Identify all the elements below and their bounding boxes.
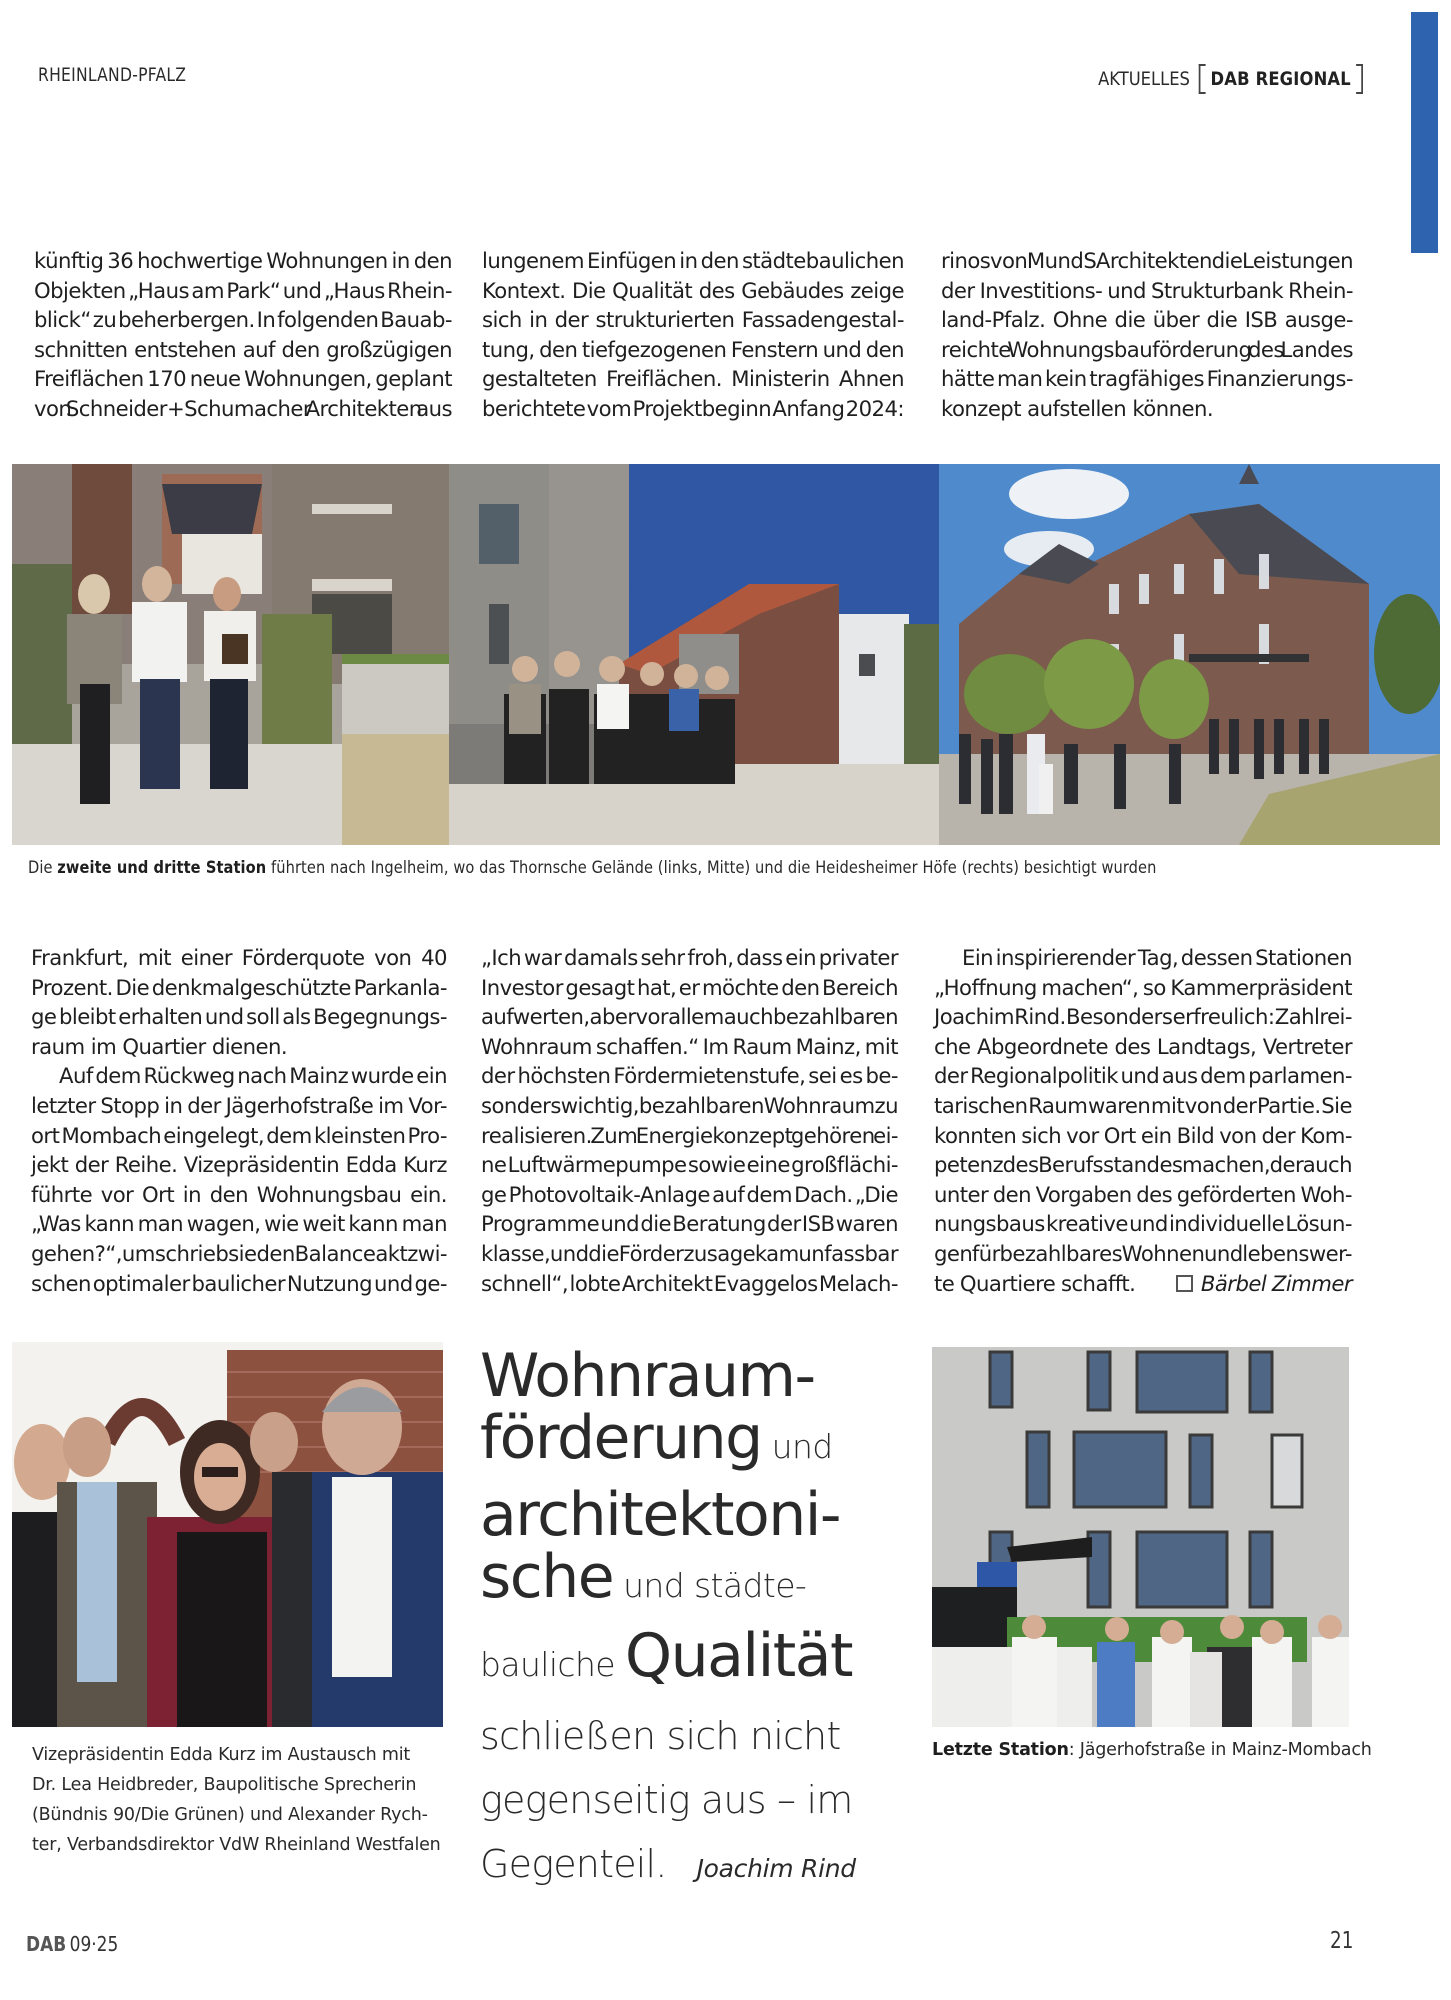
text-line: „Ich war damals sehr froh, dass ein privater [481, 945, 898, 970]
text-line: von Schneider+Schumacher Architekten aus [34, 395, 452, 421]
text-line: konnten sich vor Ort ein Bild von der Kom- [934, 1122, 1352, 1148]
caption-text: führten nach Ingelheim, wo das Thornsche Gelände (links, Mitte) und die Heidesheimer Höfe (rechts) besichtigt wurden [266, 858, 1157, 878]
text-line: „Was kann man wagen, wie weit kann man [31, 1211, 447, 1237]
text-line: land-Pfalz. Ohne die über die ISB ausge- [941, 307, 1353, 333]
middle-column-2 [481, 943, 898, 1298]
caption-line: (Bündnis 90/Die Grünen) und Alexander Rych- [32, 1805, 428, 1825]
text-line: der Regionalpolitik und aus dem parlamen- [934, 1063, 1352, 1089]
text-line: blick“ zu beherbergen. In folgenden Bauab- [34, 307, 452, 333]
photo-edda-kurz-exchange [12, 1342, 443, 1727]
text-line: ne Luftwärmepumpe sowie eine großflächi- [481, 1152, 898, 1178]
quote-line: Wohnraum- [480, 1341, 815, 1411]
caption-text: Die [28, 858, 58, 878]
section-region-label: RHEINLAND-PFALZ [38, 64, 187, 86]
text-line: tung, den tiefgezogenen Fenstern und den [482, 336, 904, 362]
caption-line: Dr. Lea Heidbreder, Baupolitische Sprecherin [32, 1775, 417, 1795]
quote-line: architektoni- [480, 1480, 841, 1550]
top-column-3 [941, 246, 1353, 424]
photo-caption-last-station [932, 1740, 1372, 1760]
text-line: Auf dem Rückweg nach Mainz wurde ein [59, 1063, 447, 1089]
pull-quote [480, 1341, 910, 1904]
text-line: jekt der Reihe. Vizepräsidentin Edda Kurz [31, 1152, 447, 1178]
photo-building-garden-image [932, 1347, 1349, 1727]
caption-bold-text: Letzte Station [932, 1740, 1069, 1760]
caption-line: ter, Verbandsdirektor VdW Rheinland Westfalen [32, 1835, 441, 1855]
bracket-right-icon [1356, 64, 1363, 94]
text-line: sonders wichtig, bezahlbaren Wohnraum zu [481, 1092, 898, 1118]
text-line: schnitten entstehen auf den großzügigen [34, 336, 452, 362]
text-line: Kontext. Die Qualität des Gebäudes zeige [482, 277, 904, 303]
quote-small-text: und städte- [613, 1566, 807, 1605]
text-line: tarischen Raum waren mit von der Partie. Sie [934, 1092, 1352, 1118]
text-line: nungsbaus kreative und individuelle Lösun- [934, 1211, 1352, 1237]
quote-big-text: Qualität [624, 1621, 853, 1691]
section-label: AKTUELLES [1098, 68, 1191, 90]
text-line: letzter Stopp in der Jägerhofstraße im Vor- [31, 1092, 447, 1118]
section-header [1098, 64, 1363, 94]
text-line: Wohnraum schaffen.“ Im Raum Mainz, mit [481, 1033, 898, 1059]
text-line: hätte man kein tragfähiges Finanzierungs- [941, 366, 1353, 392]
photo-thornsches-gelaende-walk [12, 464, 449, 845]
photo-people-talking-image [12, 1342, 443, 1727]
page-number: 21 [1330, 1928, 1354, 1954]
text-line: Ein inspirierender Tag, dessen Stationen [962, 945, 1352, 970]
last-line-text: te Quartiere schafft. [934, 1271, 1136, 1296]
photo-group-walking-image [12, 464, 449, 845]
text-line: Programme und die Beratung der ISB waren [481, 1211, 898, 1237]
brand-label: DAB REGIONAL [1210, 68, 1351, 90]
text-line: raum im Quartier dienen. [31, 1033, 288, 1059]
text-line: künftig 36 hochwertige Wohnungen in den [34, 248, 452, 273]
quote-line [480, 1623, 910, 1704]
text-line: ort Mombach eingelegt, dem kleinsten Pro- [31, 1122, 447, 1148]
top-column-1 [34, 246, 452, 424]
caption-bold-text: zweite und dritte Station [57, 858, 267, 878]
photo-thornsches-gelaende-bench [449, 464, 939, 845]
text-line: Freiflächen 170 neue Wohnungen, geplant [34, 366, 452, 392]
text-line: konzept aufstellen können. [941, 395, 1214, 421]
text-line: Investor gesagt hat, er möchte den Bereich [481, 974, 898, 1000]
author-name: Bärbel Zimmer [1200, 1271, 1352, 1296]
text-line: rinos von MundS Architekten die Leistungen [941, 248, 1353, 273]
photo-heidesheimer-hoefe [939, 464, 1440, 845]
text-line: ge Photovoltaik-Anlage auf dem Dach. „Die [481, 1181, 898, 1207]
text-line: „Hoffnung machen“, so Kammerpräsident [934, 974, 1352, 1000]
text-line: der höchsten Fördermietenstufe, sei es be- [481, 1063, 898, 1089]
top-column-2 [482, 246, 904, 424]
middle-column-3 [934, 943, 1352, 1269]
text-line: unter den Vorgaben des geförderten Woh- [934, 1181, 1352, 1207]
author-signature [1176, 1269, 1352, 1299]
text-line: schen optimaler baulicher Nutzung und ge- [31, 1270, 447, 1296]
text-line: klasse, und die Förderzusage kam unfassbar [481, 1240, 898, 1266]
quote-line [480, 1542, 910, 1623]
text-line: sich in der strukturierten Fassadengestal- [482, 307, 904, 333]
section-accent-bar [1411, 12, 1438, 253]
text-line: reichte Wohnungsbauförderung des Landes [941, 336, 1353, 362]
text-line: schnell“, lobte Architekt Evaggelos Melach- [481, 1270, 898, 1296]
text-line: berichtete vom Projektbeginn Anfang 2024: [482, 395, 904, 421]
footer-issue [26, 1932, 118, 1956]
text-line: Prozent. Die denkmalgeschützte Parkanla- [31, 974, 447, 1000]
photo-heidesheimer-hoefe-image [939, 464, 1440, 845]
text-line: Objekten „Haus am Park“ und „Haus Rhein- [34, 277, 452, 303]
article-end-line [934, 1269, 1352, 1299]
end-mark-square-icon [1176, 1275, 1193, 1292]
photo-caption-edda-kurz [32, 1740, 452, 1860]
text-line: aufwerten, aber vor allem auch bezahlbaren [481, 1004, 898, 1030]
quote-big-text: sche [480, 1542, 614, 1612]
text-line: realisieren. Zum Energiekonzept gehören ei- [481, 1122, 898, 1148]
text-line: ge bleibt erhalten und soll als Begegnungs- [31, 1004, 447, 1030]
caption-line: Vizepräsidentin Edda Kurz im Austausch mit [32, 1745, 411, 1765]
quote-author: Joachim Rind [696, 1854, 856, 1883]
bracket-left-icon [1199, 64, 1206, 94]
quote-mid-text: Gegenteil. [480, 1842, 667, 1886]
middle-column-1 [31, 943, 447, 1298]
text-line: lungenem Einfügen in den städtebaulichen [482, 248, 904, 273]
quote-small-text: bauliche [480, 1645, 625, 1684]
text-line: gestalteten Freiflächen. Ministerin Ahnen [482, 366, 904, 392]
text-line: gehen?“, umschrieb sie den Balanceakt zwi- [31, 1240, 447, 1266]
quote-line [480, 1403, 910, 1484]
text-line: führte vor Ort in den Wohnungsbau ein. [31, 1181, 447, 1207]
photo-jaegerhofstrasse [932, 1347, 1349, 1727]
text-line: Joachim Rind. Besonders erfreulich: Zahlrei- [934, 1004, 1352, 1030]
text-line: petenz des Berufsstandes machen, der auch [934, 1152, 1352, 1178]
quote-line: gegenseitig aus – im [480, 1778, 853, 1822]
text-line: Frankfurt, mit einer Förderquote von 40 [31, 945, 447, 970]
text-line: che Abgeordnete des Landtags, Vertreter [934, 1033, 1352, 1059]
photo-group-seated-image [449, 464, 939, 845]
quote-line [480, 1832, 910, 1904]
text-line: gen für bezahlbares Wohnen und lebenswer- [934, 1240, 1352, 1266]
quote-small-text: und [761, 1427, 833, 1466]
issue-number: 09·25 [69, 1932, 119, 1956]
caption-text: : Jägerhofstraße in Mainz-Mombach [1068, 1740, 1372, 1760]
text-line: der Investitions- und Strukturbank Rhein- [941, 277, 1353, 303]
dab-logo: DAB [26, 1932, 67, 1956]
quote-line: schließen sich nicht [480, 1714, 841, 1758]
quote-big-text: förderung [480, 1403, 762, 1473]
photo-strip-caption [28, 858, 1156, 878]
